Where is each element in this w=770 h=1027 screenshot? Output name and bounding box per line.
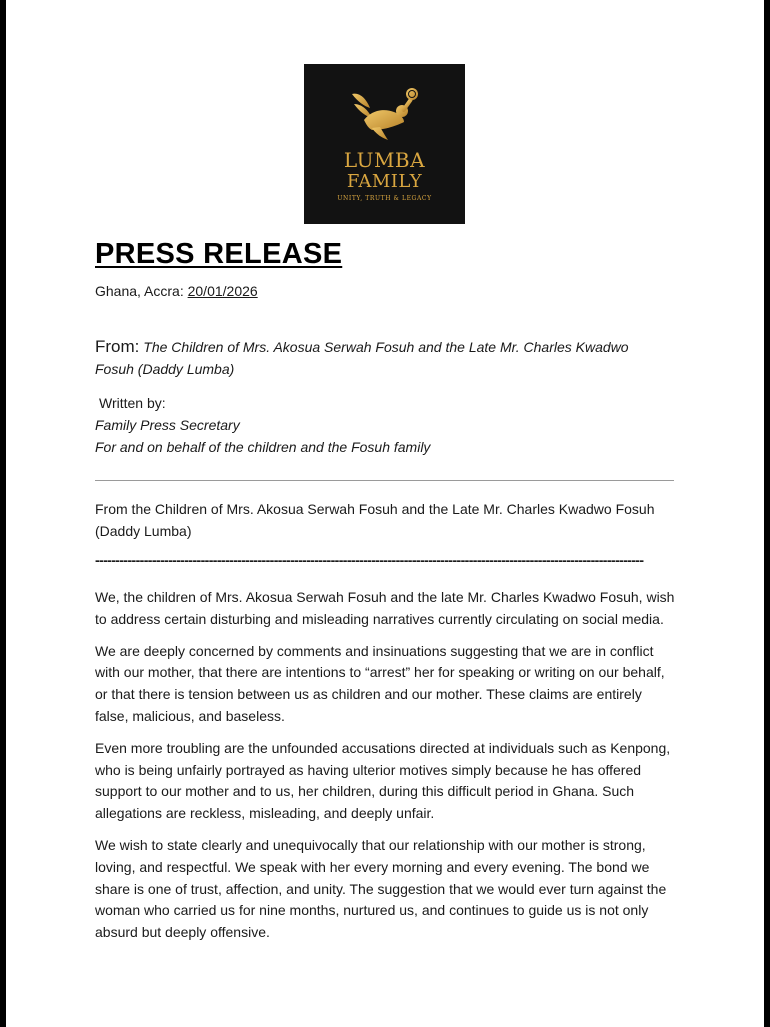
logo-tagline: UNITY, TRUTH & LEGACY [337,195,432,202]
paragraph: We, the children of Mrs. Akosua Serwah Fosuh and the late Mr. Charles Kwadwo Fosuh, wish to address certain disturbing and misleading narratives currently circulating on social media. [95,589,675,627]
from-label: From: [95,337,140,356]
dashed-separator: --------------------------------------------------------------------------------------------------------------------------------------- [95,552,644,568]
paragraph: We wish to state clearly and unequivocally that our relationship with our mother is strong, loving, and respectful. We speak with her every morning and every evening. The bond we share is one of trust, affection, and unity. The suggestion that we would ever turn against the woman who carried us for nine months, nurtured us, and continues to guide us is not only absurd but deeply offensive. [95,836,667,941]
dateline-label: Ghana, Accra: [95,283,188,299]
dateline [95,283,258,299]
release-date: 20/01/2026 [187,283,258,299]
press-release-body [95,587,677,954]
logo-title-lumba: LUMBA [343,148,426,172]
on-behalf-line: For and on behalf of the children and the Fosuh family [95,439,431,455]
dove-with-microphone-icon [304,64,465,154]
written-by-label: Written by: [99,395,166,411]
written-by-section [95,392,670,458]
horizontal-divider [95,480,674,481]
logo-title-family: FAMILY [346,171,423,192]
lumba-family-logo [304,64,465,224]
document-page [6,0,764,1027]
from-section [95,336,670,380]
paragraph: We are deeply concerned by comments and insinuations suggesting that we are in conflict with our mother, that there are intentions to “arrest” her for speaking or writing on our behalf, or that there is tension between us as children and our mother. These claims are entirely false, malicious, and baseless. [95,642,665,724]
author-role: Family Press Secretary [95,417,240,433]
from-plain-line: From the Children of Mrs. Akosua Serwah Fosuh and the Late Mr. Charles Kwadwo Fosuh (Daddy Lumba) [95,501,655,539]
from-value: The Children of Mrs. Akosua Serwah Fosuh and the Late Mr. Charles Kwadwo Fosuh (Daddy Lumba) [95,339,629,377]
paragraph: Even more troubling are the unfounded accusations directed at individuals such as Kenpong, who is being unfairly portrayed as having ulterior motives simply because he has offered support to our mother and to us, her children, during this difficult period in Ghana. Such allegations are reckless, misleading, and deeply unfair. [95,739,671,822]
page-title: PRESS RELEASE [95,238,343,270]
